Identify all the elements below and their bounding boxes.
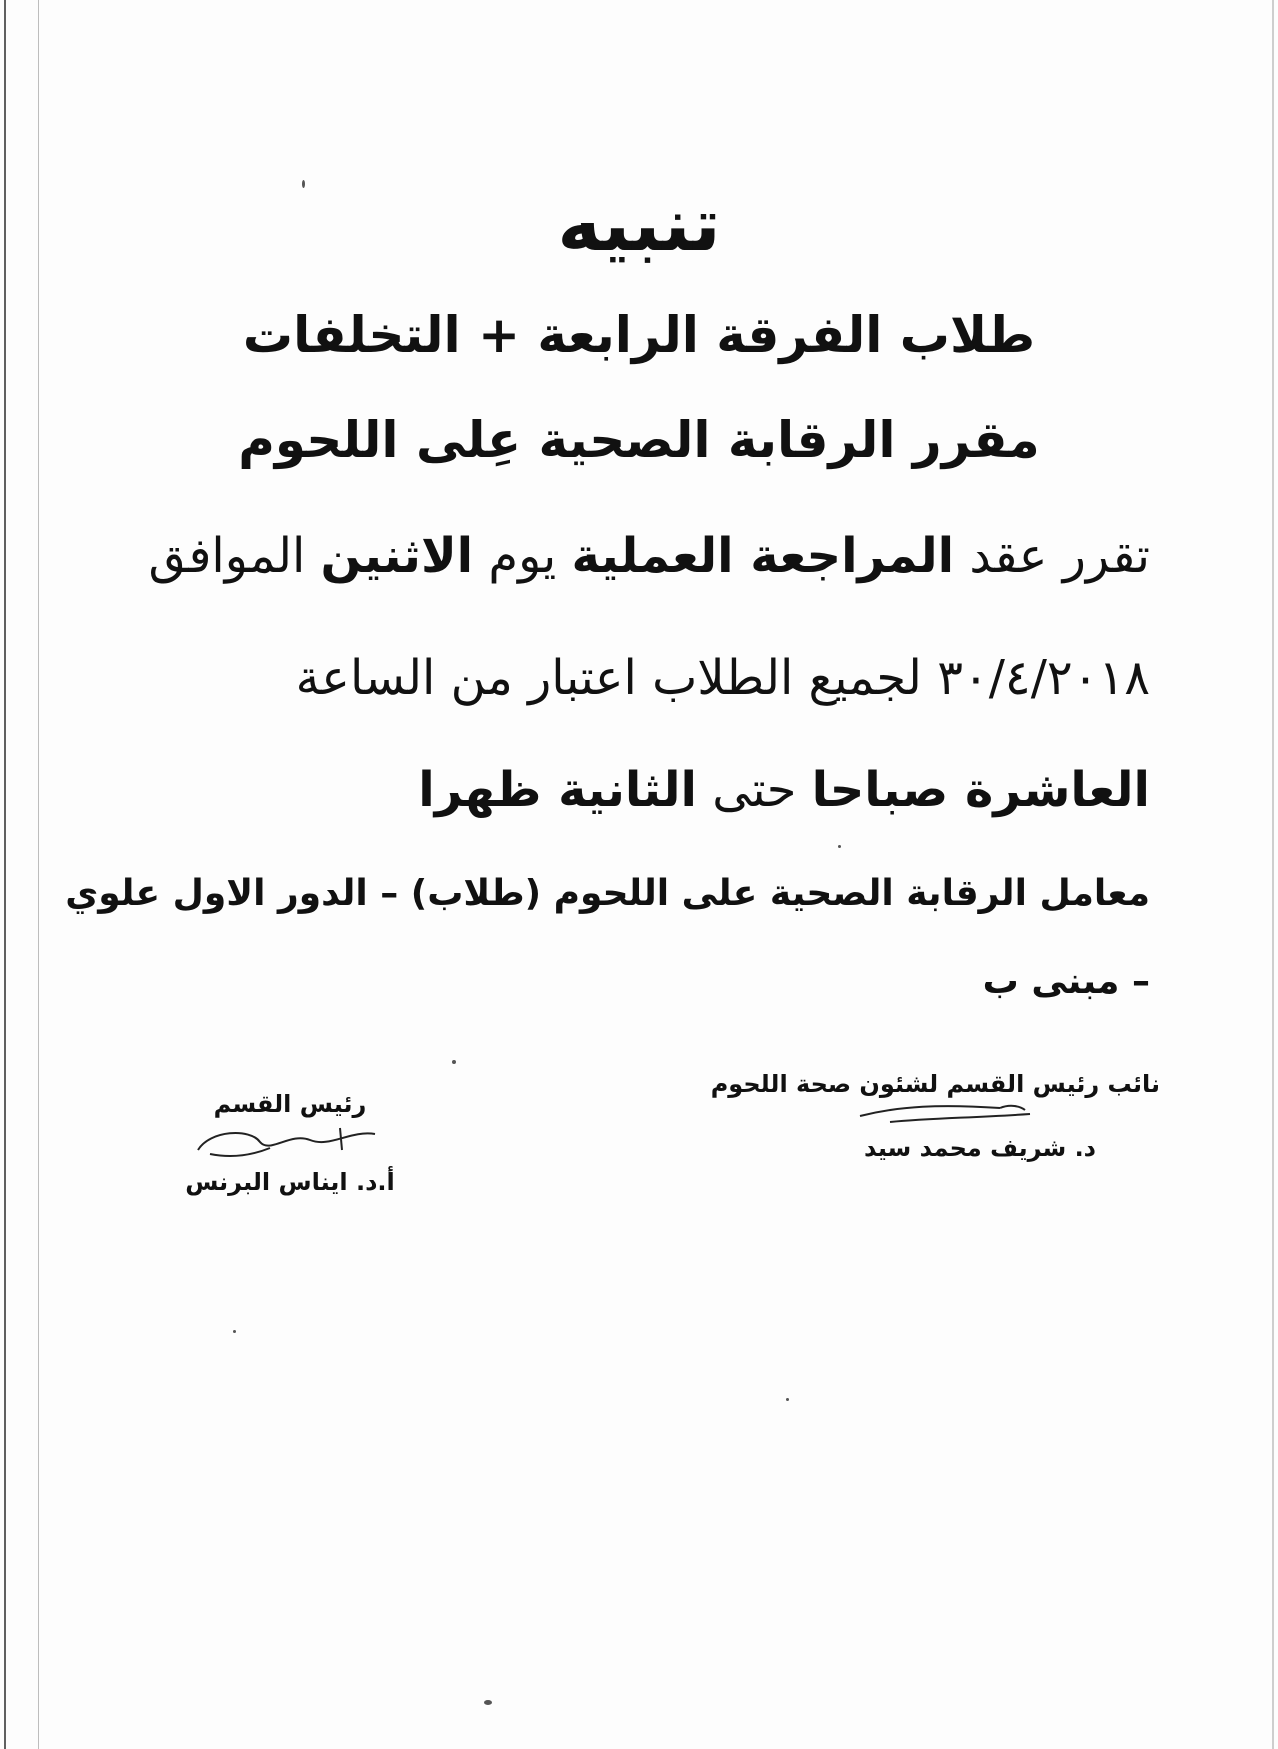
scan-speck — [838, 845, 841, 848]
schedule-line-1 — [148, 528, 1150, 584]
head-signature-block — [180, 1090, 400, 1196]
schedule-line-2: ٣٠/٤/٢٠١٨ لجميع الطلاب اعتبار من الساعة — [295, 650, 1150, 706]
scan-edge-line — [4, 0, 6, 1749]
scan-speck — [233, 1330, 236, 1333]
notice-course: مقرر الرقابة الصحية عِلى اللحوم — [238, 411, 1040, 469]
schedule-start-time: العاشرة صباحا — [811, 762, 1150, 818]
schedule-line-3 — [418, 762, 1150, 818]
location-line-2: – مبنى ب — [982, 961, 1150, 1002]
vice-head-signature-block — [710, 1070, 1160, 1162]
schedule-text: يوم — [473, 528, 572, 584]
notice-audience: طلاب الفرقة الرابعة + التخلفات — [242, 306, 1036, 364]
schedule-day: الاثنين — [320, 528, 474, 584]
head-title: رئيس القسم — [213, 1090, 367, 1118]
scan-speck — [302, 180, 305, 188]
vice-head-name: د. شريف محمد سيد — [864, 1134, 1096, 1162]
notice-title: تنبيه — [557, 182, 721, 268]
schedule-text: الموافق — [148, 528, 321, 584]
scan-edge-line — [1272, 0, 1274, 1749]
scan-speck — [452, 1060, 456, 1064]
scan-edge-line — [38, 0, 39, 1749]
schedule-text: حتى — [696, 762, 812, 818]
head-name: أ.د. ايناس البرنس — [185, 1168, 395, 1196]
vice-head-title: نائب رئيس القسم لشئون صحة اللحوم — [710, 1070, 1160, 1098]
location-line-1: معامل الرقابة الصحية على اللحوم (طلاب) – الدور الاول علوي — [65, 873, 1150, 914]
schedule-end-time: الثانية ظهرا — [418, 762, 697, 818]
schedule-review-label: المراجعة العملية — [571, 528, 955, 584]
scan-speck — [786, 1398, 789, 1401]
scan-speck — [484, 1700, 492, 1705]
schedule-text: تقرر عقد — [954, 528, 1150, 584]
head-signature-mark — [190, 1120, 390, 1160]
vice-head-signature-mark — [850, 1100, 1050, 1126]
